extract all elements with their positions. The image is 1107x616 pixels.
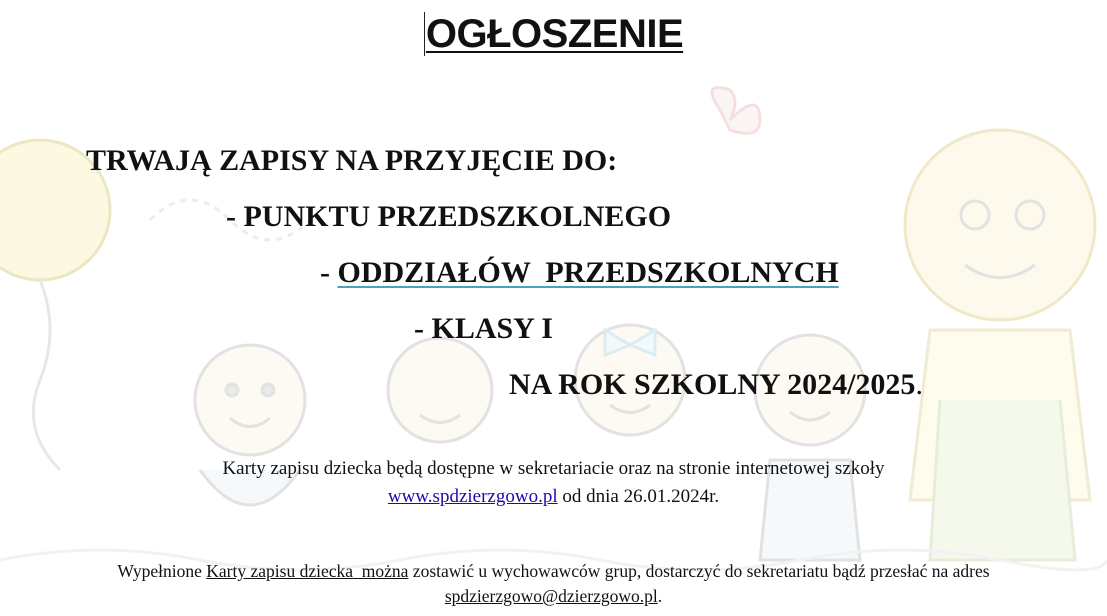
contact-email[interactable]: spdzierzgowo@dzierzgowo.pl bbox=[444, 586, 658, 606]
announcement-line-2: - PUNKTU PRZEDSZKOLNEGO bbox=[226, 200, 672, 233]
notice-prefix: Wypełnione bbox=[117, 561, 207, 581]
announcement-line-3 bbox=[320, 255, 839, 291]
line-5-text: NA ROK SZKOLNY 2024/2025 bbox=[509, 368, 916, 401]
notice-line-2 bbox=[0, 583, 1107, 609]
line-3-dash: - bbox=[320, 256, 338, 289]
page-title: OGŁOSZENIE bbox=[425, 12, 684, 56]
info-line-1: Karty zapisu dziecka będą dostępne w sekretariacie oraz na stronie internetowej szkoły bbox=[222, 458, 885, 479]
notice-underlined: Karty zapisu dziecka można bbox=[206, 561, 409, 581]
announcement-line-5 bbox=[509, 367, 923, 403]
announcement-line-1: TRWAJĄ ZAPISY NA PRZYJĘCIE DO: bbox=[86, 144, 618, 177]
info-date: od dnia 26.01.2024r. bbox=[557, 486, 720, 507]
email-dot: . bbox=[657, 586, 663, 606]
announcement-line-4: - KLASY I bbox=[414, 312, 553, 345]
line-5-dot: . bbox=[915, 368, 923, 401]
info-line-2 bbox=[0, 483, 1107, 511]
notice-line-1 bbox=[0, 558, 1107, 584]
school-website-link[interactable]: www.spdzierzgowo.pl bbox=[387, 486, 558, 507]
line-3-text: ODDZIAŁÓW PRZEDSZKOLNYCH bbox=[337, 256, 839, 289]
notice-rest: zostawić u wychowawców grup, dostarczyć do sekretariatu bądź przesłać na adres bbox=[408, 561, 990, 581]
